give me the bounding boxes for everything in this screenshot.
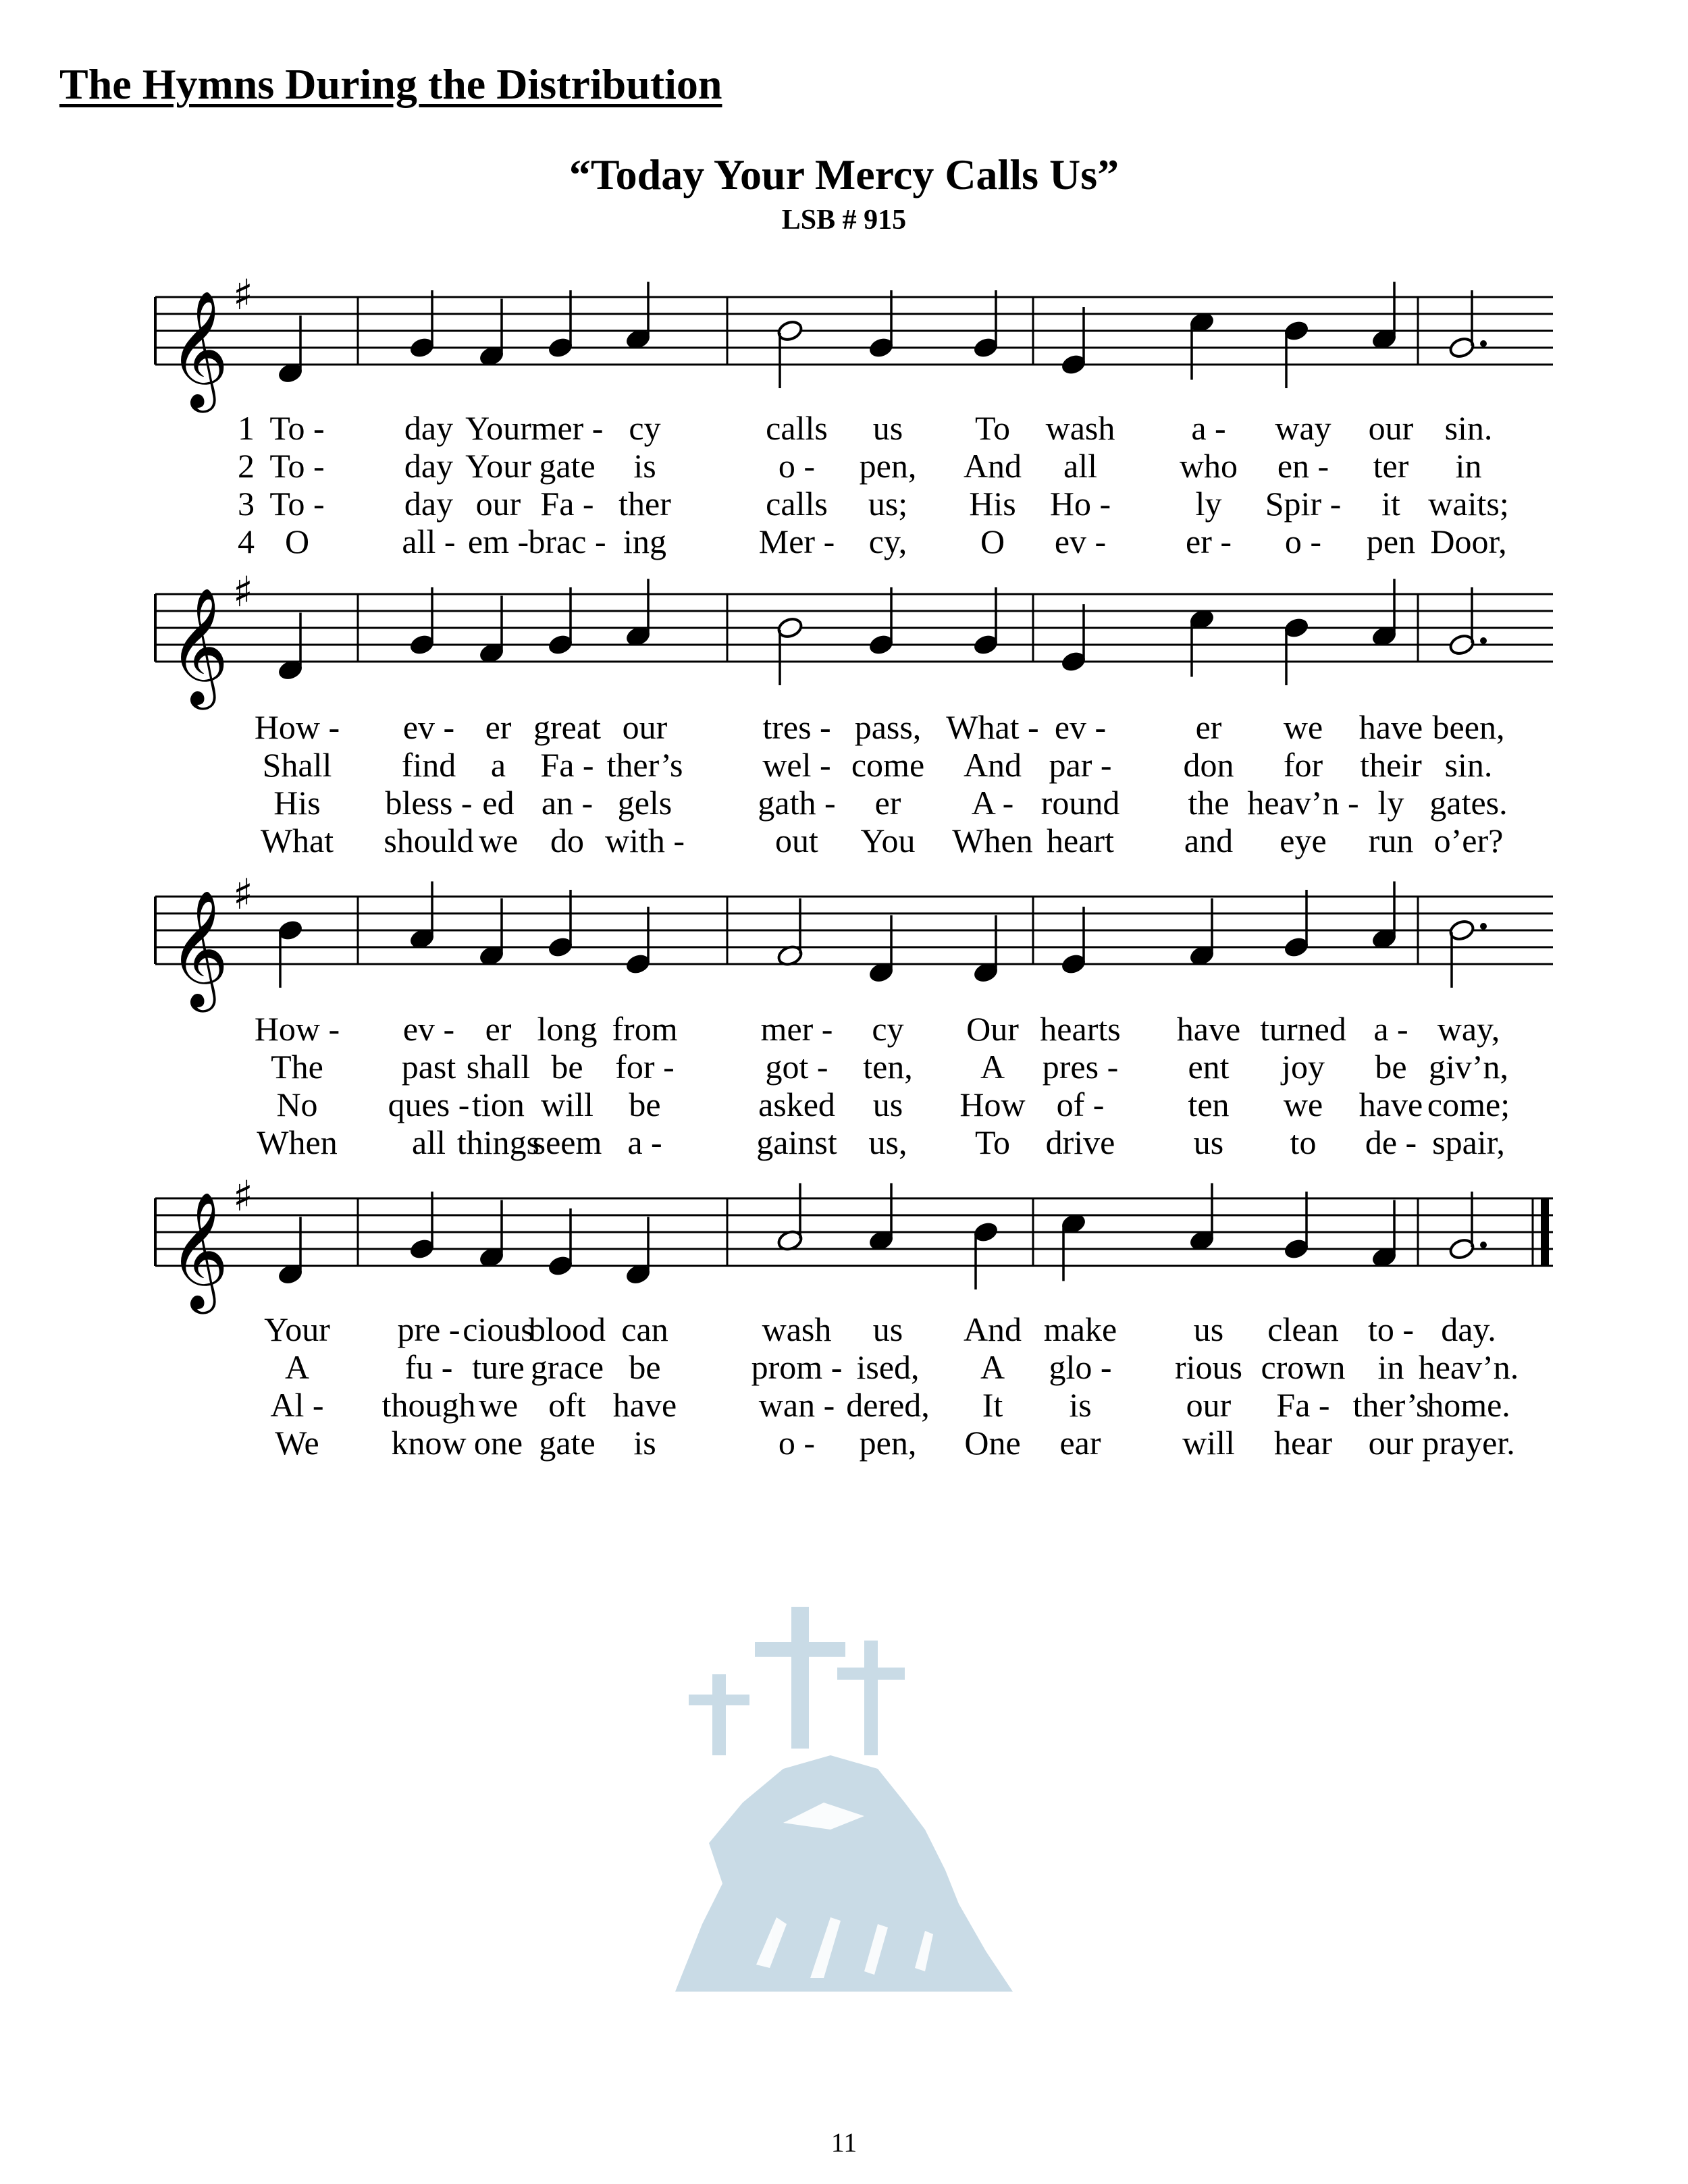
lyric-syllable: Al - (270, 1386, 324, 1424)
lyric-syllable: heart (1047, 822, 1114, 859)
lyric-syllable: things (456, 1123, 540, 1161)
note (1448, 1192, 1487, 1260)
lyric-syllable: tres - (762, 708, 831, 746)
lyric-syllable: Ho - (1049, 485, 1111, 523)
lyric-syllable: pen, (859, 1424, 917, 1462)
lyric-syllable: pass, (854, 708, 922, 746)
note (776, 616, 804, 685)
treble-clef-icon: 𝄞 (169, 1192, 229, 1309)
note (1188, 608, 1216, 676)
lyric-syllable: How (959, 1086, 1026, 1123)
lyric-syllable: We (275, 1424, 319, 1462)
lyric-syllable: To - (269, 409, 325, 447)
note (625, 1217, 652, 1286)
note (868, 290, 895, 359)
lyric-syllable: To (974, 409, 1011, 447)
lyric-syllable: all (1063, 447, 1097, 485)
lyric-syllable: been, (1432, 708, 1505, 746)
key-signature-sharp-icon: ♯ (233, 870, 254, 919)
lyric-syllable: got - (765, 1048, 828, 1086)
lyric-syllable: us; (868, 485, 908, 523)
lyric-syllable: a - (1373, 1010, 1408, 1048)
lyric-syllable: ing (623, 523, 666, 560)
lyric-syllable: a (490, 746, 506, 784)
lyric-syllable: who (1179, 447, 1238, 485)
lyric-syllable: Your (264, 1310, 330, 1348)
lyric-syllable: er - (1186, 523, 1232, 560)
lyric-syllable: it (1381, 485, 1400, 523)
lyric-syllable: sin. (1444, 409, 1493, 447)
lyric-syllable: pres - (1042, 1048, 1119, 1086)
note (277, 919, 305, 988)
lyric-syllable: hearts (1040, 1010, 1121, 1048)
lyric-syllable: ly (1377, 784, 1404, 822)
lyric-syllable: all - (402, 523, 456, 560)
lyric-syllable: we (478, 822, 519, 859)
lyric-syllable: rious (1175, 1348, 1242, 1386)
lyric-syllable: glo - (1049, 1348, 1112, 1386)
note (1371, 282, 1398, 351)
lyric-syllable: way, (1437, 1010, 1500, 1048)
note (1060, 604, 1088, 673)
lyric-syllable: be (1375, 1048, 1407, 1086)
lyric-syllable: day (404, 447, 454, 485)
treble-clef-icon: 𝄞 (169, 290, 229, 408)
lyric-syllable: blood (529, 1310, 606, 1348)
note (1371, 579, 1398, 648)
note (1283, 616, 1311, 685)
lyric-syllable: with - (604, 822, 685, 859)
lyric-syllable: their (1360, 746, 1422, 784)
lyric-syllable: ques - (388, 1086, 470, 1123)
lyric-syllable: wan - (758, 1386, 835, 1424)
lyric-syllable: have (612, 1386, 677, 1424)
lyric-syllable: You (860, 822, 916, 859)
lyric-syllable: To (974, 1123, 1011, 1161)
lyric-syllable: o - (778, 1424, 816, 1462)
lyric-syllable: way (1275, 409, 1331, 447)
lyric-syllable: Spir - (1265, 485, 1342, 523)
lyric-syllable: ther’s (606, 746, 683, 784)
note (1188, 311, 1216, 379)
lyric-syllable: And (963, 1310, 1022, 1348)
lyric-syllable: ev - (402, 1010, 455, 1048)
lyric-syllable: us (1193, 1310, 1224, 1348)
lyric-syllable: our (1368, 409, 1414, 447)
hymn-title: “Today Your Mercy Calls Us” (569, 151, 1119, 198)
verse-number: 4 (238, 523, 255, 560)
lyric-syllable: be (629, 1348, 661, 1386)
lyric-syllable: wel - (762, 746, 831, 784)
lyric-syllable: Fa - (540, 746, 594, 784)
note (1448, 919, 1487, 988)
lyric-syllable: and (1184, 822, 1234, 859)
lyric-syllable: out (775, 822, 818, 859)
note (277, 1217, 305, 1286)
note (776, 1183, 804, 1252)
lyric-syllable: gates. (1429, 784, 1508, 822)
lyric-syllable: day. (1441, 1310, 1496, 1348)
lyric-syllable: To - (269, 485, 325, 523)
hymn-number: LSB # 915 (781, 205, 907, 236)
lyric-syllable: ed (482, 784, 515, 822)
lyric-syllable: to - (1367, 1310, 1415, 1348)
lyric-syllable: run (1368, 822, 1414, 859)
lyric-syllable: the (1188, 784, 1230, 822)
lyric-syllable: ter (1373, 447, 1409, 485)
lyric-syllable: gate (539, 1424, 596, 1462)
lyric-syllable: us (872, 409, 903, 447)
lyric-syllable: turned (1260, 1010, 1346, 1048)
lyric-syllable: A - (971, 784, 1014, 822)
lyric-syllable: crown (1261, 1348, 1346, 1386)
final-barline-thick (1541, 1198, 1549, 1266)
lyric-syllable: clean (1267, 1310, 1339, 1348)
lyric-syllable: do (550, 822, 584, 859)
note (625, 282, 652, 351)
lyric-syllable: ten (1188, 1086, 1230, 1123)
lyric-syllable: us, (868, 1123, 907, 1161)
lyric-syllable: is (1069, 1386, 1092, 1424)
lyric-syllable: ev - (1054, 708, 1107, 746)
lyric-syllable: Your (465, 447, 531, 485)
lyric-syllable: prom - (751, 1348, 843, 1386)
lyric-syllable: past (401, 1048, 456, 1086)
lyric-syllable: find (401, 746, 456, 784)
lyric-syllable: dered, (846, 1386, 930, 1424)
treble-clef-icon: 𝄞 (169, 890, 229, 1007)
lyric-syllable: pen (1366, 523, 1416, 560)
note (1448, 587, 1487, 656)
lyric-syllable: round (1040, 784, 1120, 822)
lyric-syllable: Mer - (758, 523, 835, 560)
lyric-syllable: And (963, 746, 1022, 784)
lyric-syllable: heav’n - (1247, 784, 1359, 822)
lyric-syllable: us (1193, 1123, 1224, 1161)
lyric-syllable: It (982, 1386, 1003, 1424)
note (1371, 1200, 1398, 1269)
note (776, 899, 804, 967)
lyric-syllable: When (257, 1123, 338, 1161)
music-staff (0, 1158, 1688, 1333)
section-heading: The Hymns During the Distribution (59, 60, 722, 108)
lyric-syllable: Our (966, 1010, 1019, 1048)
note (972, 915, 1000, 984)
lyric-syllable: an - (541, 784, 594, 822)
lyric-syllable: o - (778, 447, 816, 485)
lyric-syllable: waits; (1428, 485, 1509, 523)
lyric-syllable: ent (1188, 1048, 1230, 1086)
lyric-syllable: will (541, 1086, 594, 1123)
note (1188, 899, 1216, 967)
lyric-syllable: What - (946, 708, 1039, 746)
lyric-syllable: know (391, 1424, 467, 1462)
lyric-syllable: grace (530, 1348, 604, 1386)
lyric-syllable: par - (1049, 746, 1112, 784)
verse-number: 1 (238, 409, 255, 447)
lyric-syllable: we (1283, 1086, 1323, 1123)
lyric-syllable: A (980, 1048, 1005, 1086)
lyric-syllable: in (1455, 447, 1482, 485)
note (1283, 890, 1311, 959)
lyric-syllable: asked (758, 1086, 835, 1123)
page-number: 11 (830, 2127, 858, 2158)
lyric-syllable: is (633, 1424, 656, 1462)
verse-number: 2 (238, 447, 255, 485)
note (868, 587, 895, 656)
lyric-syllable: mer - (760, 1010, 833, 1048)
lyric-syllable: sin. (1444, 746, 1493, 784)
lyric-syllable: wash (1045, 409, 1115, 447)
note (1448, 290, 1487, 359)
note (1283, 1192, 1311, 1260)
lyric-syllable: a - (1191, 409, 1226, 447)
lyric-syllable: of - (1056, 1086, 1105, 1123)
lyric-syllable: brac - (528, 523, 606, 560)
note (1060, 1212, 1088, 1281)
note (478, 899, 506, 967)
lyric-syllable: will (1182, 1424, 1235, 1462)
note (1060, 307, 1088, 376)
lyric-syllable: How - (254, 1010, 340, 1048)
lyric-syllable: pen, (859, 447, 917, 485)
lyric-syllable: shall (466, 1048, 531, 1086)
lyric-syllable: One (964, 1424, 1021, 1462)
music-staff (0, 856, 1688, 1032)
note (1371, 882, 1398, 951)
lyric-syllable: home. (1427, 1386, 1510, 1424)
lyric-syllable: ly (1195, 485, 1222, 523)
lyric-syllable: make (1043, 1310, 1117, 1348)
lyric-syllable: O (980, 523, 1005, 560)
lyric-syllable: day (404, 409, 454, 447)
lyric-syllable: our (622, 708, 668, 746)
lyric-syllable: ev - (402, 708, 455, 746)
lyric-syllable: And (963, 447, 1022, 485)
lyric-syllable: us (872, 1086, 903, 1123)
note (277, 613, 305, 682)
lyric-syllable: to (1290, 1123, 1317, 1161)
lyric-syllable: er (874, 784, 901, 822)
lyric-syllable: mer - (531, 409, 604, 447)
note (547, 587, 575, 656)
lyric-syllable: our (475, 485, 521, 523)
note (972, 290, 1000, 359)
lyric-syllable: is (633, 447, 656, 485)
lyric-syllable: A (980, 1348, 1005, 1386)
note (776, 319, 804, 388)
key-signature-sharp-icon: ♯ (233, 567, 254, 616)
key-signature-sharp-icon: ♯ (233, 1171, 254, 1221)
lyric-syllable: oft (548, 1386, 586, 1424)
lyric-syllable: Shall (262, 746, 332, 784)
lyric-syllable: pre - (397, 1310, 460, 1348)
lyric-syllable: in (1377, 1348, 1404, 1386)
lyric-syllable: calls (766, 409, 828, 447)
lyric-syllable: giv’n, (1428, 1048, 1509, 1086)
lyric-syllable: we (478, 1386, 519, 1424)
lyric-syllable: have (1359, 1086, 1423, 1123)
lyric-syllable: Door, (1430, 523, 1507, 560)
note (547, 1208, 575, 1277)
lyric-syllable: eye (1280, 822, 1327, 859)
lyric-syllable: What (260, 822, 334, 859)
lyric-syllable: for - (615, 1048, 675, 1086)
note (868, 1183, 895, 1252)
lyric-syllable: heav’n. (1418, 1348, 1519, 1386)
note (408, 587, 436, 656)
note (972, 587, 1000, 656)
lyric-syllable: long (537, 1010, 598, 1048)
note (625, 907, 652, 976)
lyric-syllable: When (952, 822, 1033, 859)
lyric-syllable: To - (269, 447, 325, 485)
lyric-syllable: ear (1059, 1424, 1101, 1462)
lyric-syllable: o - (1284, 523, 1322, 560)
lyric-syllable: en - (1277, 447, 1329, 485)
lyric-syllable: gath - (758, 784, 836, 822)
note (1188, 1183, 1216, 1252)
lyric-syllable: O (284, 523, 310, 560)
lyric-syllable: er (485, 1010, 512, 1048)
note (1283, 319, 1311, 388)
lyric-syllable: de - (1365, 1123, 1417, 1161)
note (277, 316, 305, 385)
lyric-syllable: come; (1427, 1086, 1510, 1123)
lyric-syllable: hear (1273, 1424, 1333, 1462)
lyric-syllable: ture (472, 1348, 525, 1386)
lyric-syllable: calls (766, 485, 828, 523)
lyric-syllable: seem (532, 1123, 602, 1161)
lyric-syllable: all (412, 1123, 446, 1161)
note (408, 1192, 436, 1260)
lyric-syllable: we (1283, 708, 1323, 746)
lyric-syllable: Your (465, 409, 531, 447)
lyric-syllable: A (284, 1348, 310, 1386)
three-crosses-on-hill-icon (608, 1600, 1080, 2005)
lyric-syllable: The (271, 1048, 323, 1086)
lyric-syllable: er (485, 708, 512, 746)
lyric-syllable: be (629, 1086, 661, 1123)
lyric-syllable: ther’s (1352, 1386, 1429, 1424)
lyric-syllable: joy (1282, 1048, 1325, 1086)
lyric-syllable: day (404, 485, 454, 523)
lyric-syllable: one (473, 1424, 523, 1462)
lyric-syllable: cy (629, 409, 661, 447)
lyric-syllable: prayer. (1422, 1424, 1515, 1462)
lyric-syllable: fu - (404, 1348, 453, 1386)
lyric-syllable: gainst (756, 1123, 837, 1161)
lyric-syllable: can (621, 1310, 668, 1348)
lyric-syllable: cious (463, 1310, 534, 1348)
lyric-syllable: cy, (868, 523, 907, 560)
lyric-syllable: for (1283, 746, 1323, 784)
lyric-syllable: Fa - (540, 485, 594, 523)
lyric-syllable: have (1359, 708, 1423, 746)
lyric-syllable: Fa - (1276, 1386, 1330, 1424)
lyric-syllable: should (384, 822, 474, 859)
lyric-syllable: a - (627, 1123, 662, 1161)
note (1060, 907, 1088, 976)
note (972, 1221, 1000, 1289)
lyric-syllable: o’er? (1433, 822, 1504, 859)
lyric-syllable: drive (1045, 1123, 1115, 1161)
note (478, 596, 506, 665)
lyric-syllable: our (1368, 1424, 1414, 1462)
lyric-syllable: ised, (856, 1348, 920, 1386)
lyric-syllable: His (273, 784, 321, 822)
lyric-syllable: cy (872, 1010, 904, 1048)
key-signature-sharp-icon: ♯ (233, 270, 254, 319)
lyric-syllable: His (969, 485, 1016, 523)
note (478, 1200, 506, 1269)
music-staff (0, 257, 1688, 432)
lyric-syllable: em - (467, 523, 529, 560)
verse-number: 3 (238, 485, 255, 523)
music-staff (0, 554, 1688, 729)
note (547, 290, 575, 359)
lyric-syllable: gels (617, 784, 672, 822)
lyric-syllable: our (1186, 1386, 1232, 1424)
lyric-syllable: ten, (863, 1048, 913, 1086)
lyric-syllable: come (851, 746, 925, 784)
lyric-syllable: bless - (385, 784, 473, 822)
lyric-syllable: ther (618, 485, 671, 523)
note (408, 882, 436, 951)
lyric-syllable: How - (254, 708, 340, 746)
note (868, 915, 895, 984)
lyric-syllable: great (533, 708, 601, 746)
lyric-syllable: tion (472, 1086, 525, 1123)
treble-clef-icon: 𝄞 (169, 587, 229, 705)
lyric-syllable: don (1183, 746, 1234, 784)
lyric-syllable: No (276, 1086, 318, 1123)
lyric-syllable: spair, (1432, 1123, 1505, 1161)
note (547, 890, 575, 959)
lyric-syllable: have (1176, 1010, 1241, 1048)
lyric-syllable: wash (762, 1310, 832, 1348)
note (478, 299, 506, 368)
lyric-syllable: er (1195, 708, 1222, 746)
lyric-syllable: though (381, 1386, 476, 1424)
lyric-syllable: ev - (1054, 523, 1107, 560)
note (408, 290, 436, 359)
lyric-syllable: us (872, 1310, 903, 1348)
lyric-syllable: be (551, 1048, 583, 1086)
note (625, 579, 652, 648)
lyric-syllable: from (612, 1010, 678, 1048)
lyric-syllable: gate (539, 447, 596, 485)
